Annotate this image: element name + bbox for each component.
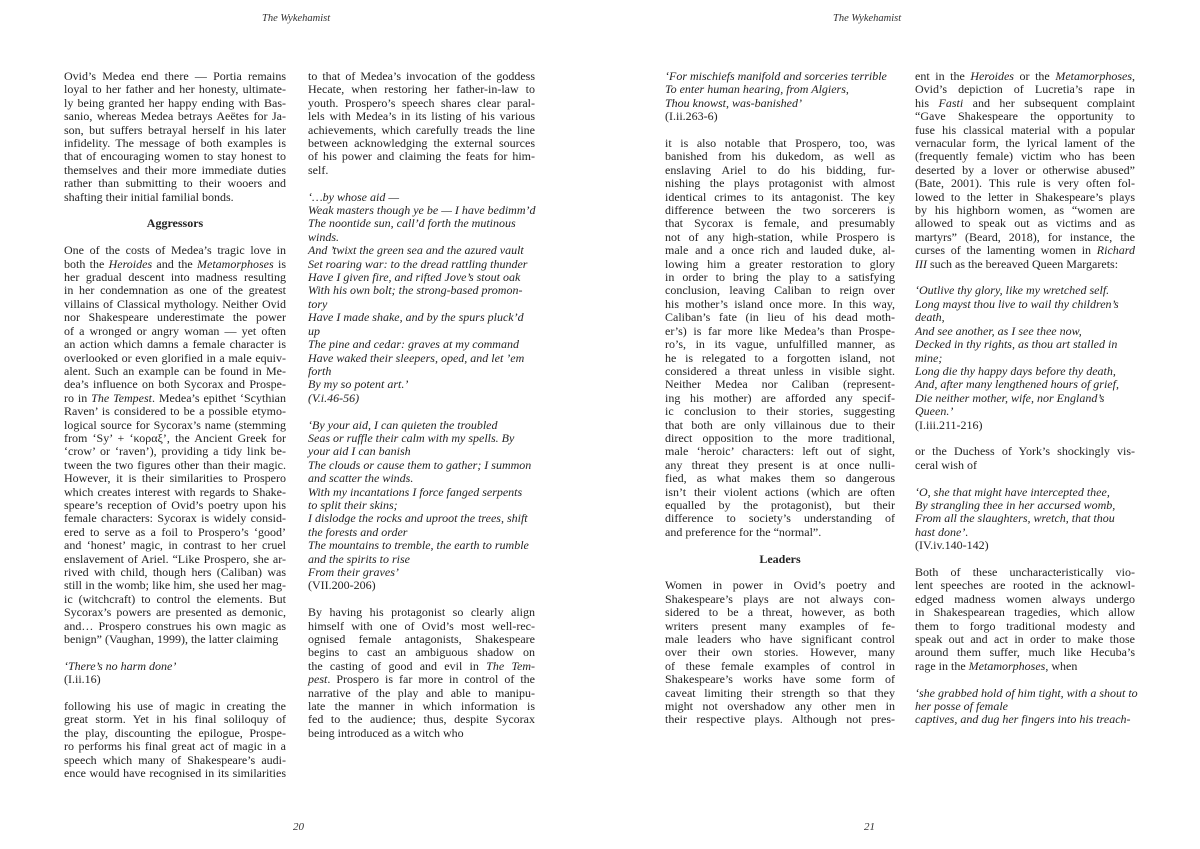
text-line: Thou knowst, was-banished’ <box>665 95 803 110</box>
text-line: between acknowledging the external sources <box>308 136 535 151</box>
text-line: allowed to speak out as victims and as <box>915 216 1135 231</box>
text-line: direct opposition to the more traditional, <box>665 430 895 445</box>
text-line: son, but suffers betrayal herself in his later <box>64 122 286 137</box>
text-line: Ovid’s depiction of Lucretia’s rape in <box>915 82 1135 97</box>
text-line: Have I given fire, and rifted Jove’s stout oak <box>308 270 521 285</box>
quote-citation: (V.i.46-56) <box>308 390 360 405</box>
text-line: Seas or ruffle their calm with my spells. By <box>308 430 515 445</box>
text-line: ic conclusion to their stories, suggesting <box>665 404 895 419</box>
text-line: ‘By your aid, I can quieten the troubled <box>308 417 498 432</box>
text-line: writers present many examples of fe- <box>665 618 895 633</box>
text-line: both the Heroides and the Metamorphoses is <box>64 256 286 271</box>
block-quote <box>308 419 535 593</box>
text-line: isn’t their violent actions (which are often <box>665 484 895 499</box>
text-line: themselves and their more immediate duties <box>64 162 286 177</box>
text-line: Long mayst thou live to wail thy children’s <box>915 296 1119 311</box>
paragraph <box>915 70 1135 271</box>
block-quote <box>308 191 535 406</box>
running-head: The Wykehamist <box>262 13 331 24</box>
text-line: Caliban’s fate (in lieu of his dead moth- <box>665 310 895 325</box>
text-line: ic (witchcraft) to control the elements. But <box>64 591 286 606</box>
text-line: nishing the plays protagonist with almost <box>665 176 895 191</box>
paragraph <box>665 137 895 539</box>
column <box>915 69 1138 740</box>
text-line: To enter human hearing, from Algiers, <box>665 82 849 97</box>
text-line: in Shakespearean tragedies, which allow <box>915 605 1135 620</box>
text-line: narrative of the play and able to manipu- <box>308 685 535 700</box>
text-line: by his highborn women, as “women are <box>915 203 1135 218</box>
text-line: up <box>308 323 320 338</box>
text-line: the forests and order <box>308 524 408 539</box>
text-line: male and a once rich and lauded duke, al- <box>665 243 895 258</box>
text-line: By my so potent art.’ <box>308 377 409 392</box>
paragraph <box>308 606 535 740</box>
text-line: dea’s influence on both Sycorax and Prospe- <box>64 377 286 392</box>
text-line: From their graves’ <box>308 565 399 579</box>
paragraph <box>915 445 1135 472</box>
text-line: Aggressors <box>146 216 204 231</box>
quote-citation: (I.ii.263-6) <box>665 109 718 124</box>
text-line: in order to bring the play to a satisfying <box>665 270 895 285</box>
paragraph <box>915 566 1135 673</box>
section-heading <box>64 217 286 230</box>
text-line: rather than submitting to their wooers and <box>64 176 286 191</box>
text-line: ing his mother) are afforded any specif- <box>665 390 895 405</box>
block-quote <box>665 70 895 124</box>
text-line: er’s) is far more like Medea’s than Prospe- <box>665 323 895 338</box>
text-line: achievements, which carefully treads the line <box>308 122 535 137</box>
text-line: vernacular form, the lyrical lament of the <box>915 136 1135 151</box>
text-line: Have waked their sleepers, oped, and let ’em <box>308 350 525 365</box>
text-line: sanio, whereas Medea betrays Aeëtes for Ja- <box>64 109 286 124</box>
text-line: (frequently female) victim who has been <box>915 149 1135 164</box>
paragraph <box>64 244 286 646</box>
text-line: Sycorax’s powers are presented as demonic, <box>64 605 286 620</box>
text-line: conclusion, leaving Caliban to reign over <box>665 283 895 298</box>
text-line: ro in The Tempest. Medea’s epithet ‘Scythian <box>64 390 286 405</box>
text-line: rage in the Metamorphoses, when <box>915 658 1078 673</box>
text-line: of his power and claiming the feats for him- <box>308 149 535 164</box>
text-line: equalled by the protagonist), but their <box>665 497 895 512</box>
text-line: enslavement of Ariel. “Like Prospero, she ar- <box>64 551 286 566</box>
block-quote <box>915 685 1138 727</box>
text-line: Set roaring war: to the dread rattling thunder <box>308 256 528 271</box>
text-line: And see another, as I see thee now, <box>915 323 1082 338</box>
text-line: ‘…by whose aid — <box>308 189 399 204</box>
text-line: infidelity. The message of both examples is <box>64 136 286 151</box>
section-heading <box>665 553 895 566</box>
text-line: late the manner in which information is <box>308 699 535 714</box>
text-line: following his use of magic in creating the <box>64 699 286 714</box>
text-line: difference to society’s understanding of <box>665 511 895 526</box>
text-line: Queen.’ <box>915 404 954 419</box>
column <box>308 70 535 754</box>
text-line: ognised female antagonists, Shakespeare <box>308 632 535 647</box>
text-line: deserted by a lover or otherwise abused” <box>915 162 1135 177</box>
text-line: and preference for the “normal”. <box>665 524 822 539</box>
text-line: Shakespeare’s works have some form of <box>665 672 895 687</box>
text-line: around them suffer, much like Hecuba’s <box>915 645 1135 660</box>
text-line: benign” (Vaughan, 1999), the latter claiming <box>64 632 279 647</box>
text-line: I dislodge the rocks and uproot the trees, shift <box>308 511 528 526</box>
text-line: With my incantations I force fanged serpents <box>308 484 523 499</box>
quote-citation: (I.ii.16) <box>64 672 101 687</box>
text-line: to split their skins; <box>308 497 398 512</box>
text-line: By strangling thee in her accursed womb, <box>915 497 1116 512</box>
text-line: ent in the Heroides or the Metamorphoses, <box>915 69 1135 83</box>
text-line: that both are only villainous due to their <box>665 417 895 432</box>
text-line: Die neither mother, wife, nor England’s <box>915 390 1105 405</box>
text-line: still in the womb; like him, she used her mag- <box>64 578 286 593</box>
text-line: begins to cast an ambiguous shadow on <box>308 645 535 660</box>
paragraph <box>308 70 535 177</box>
text-line: an action which damns a female character is <box>64 337 286 352</box>
text-line: However, it is their similarities to Prospero <box>64 471 286 486</box>
text-line: he is relegated to a forgotten island, not <box>665 350 895 365</box>
page-number: 21 <box>864 821 875 833</box>
text-line: forth <box>308 363 332 378</box>
text-line: which creates interest with regards to Shake- <box>64 484 286 499</box>
text-line: And ’twixt the green sea and the azured vault <box>308 243 524 258</box>
text-line: the casting of good and evil in The Tem- <box>308 658 535 673</box>
text-line: Raven’ is considered to be a possible etymo- <box>64 404 286 419</box>
text-line: male ‘heroic’ characters: left out of sight, <box>665 444 895 459</box>
text-line: and the spirits to rise <box>308 551 411 566</box>
text-line: Decked in thy rights, as thou art stalled in <box>915 337 1118 352</box>
text-line: The clouds or cause them to gather; I summon <box>308 457 532 472</box>
text-line: curses of the lamenting women in Richard <box>915 243 1135 258</box>
text-line: identical crimes to its antagonist. The key <box>665 189 895 204</box>
text-line: sidered to be a threat, however, as both <box>665 605 895 620</box>
text-line: “Gave Shakespeare the opportunity to <box>915 109 1135 124</box>
text-line: logical source for Sycorax’s name (stemming <box>64 417 286 432</box>
text-line: edged madness women always undergo <box>915 591 1135 606</box>
text-line: shafting their initial familial bonds. <box>64 189 234 204</box>
text-line: Neither Medea nor Caliban (represent- <box>665 377 895 392</box>
text-line: ered to serve as a foil to Prospero’s ‘good’ <box>64 524 286 539</box>
text-line: or the Duchess of York’s shockingly vis- <box>915 444 1135 459</box>
text-line: martyrs” (Beard, 2018), for instance, the <box>915 229 1135 244</box>
text-line: great storm. Yet in his final soliloquy of <box>64 712 286 727</box>
text-line: lels with Medea’s in its listing of his various <box>308 109 535 124</box>
text-line: captives, and dug her fingers into his treach- <box>915 712 1131 727</box>
column <box>665 70 895 740</box>
text-line: not of any high-station, while Prospero is <box>665 229 895 244</box>
text-line: overlooked or even glorified in a male equiv- <box>64 350 286 365</box>
text-line: ro performs his final great act of magic in a <box>64 739 286 754</box>
text-line: and ‘honest’ magic, in contrast to her cruel <box>64 538 286 553</box>
block-quote <box>915 284 1135 431</box>
running-head: The Wykehamist <box>833 13 902 24</box>
text-line: and… Prospero construes his own magic as <box>64 618 286 633</box>
text-line: himself with one of Ovid’s most well-rec- <box>308 618 535 633</box>
column <box>64 70 286 794</box>
text-line: enslaving Ariel to do his bidding, fur- <box>665 162 895 177</box>
text-line: ly being granted her happy ending with Bas- <box>64 95 286 110</box>
text-line: female characters: Sycorax is widely consid- <box>64 511 286 526</box>
paragraph <box>64 70 286 204</box>
text-line: fed to the audience; thus, despite Sycorax <box>308 712 535 727</box>
text-line: ‘O, she that might have intercepted thee, <box>915 484 1110 499</box>
text-line: lowed to the letter in Shakespeare’s plays <box>915 189 1135 204</box>
text-line: hast done’. <box>915 524 969 539</box>
text-line: of a wronged or angry woman — yet often <box>64 323 286 338</box>
text-line: The noontide sun, call’d forth the mutinous <box>308 216 516 231</box>
block-quote <box>915 486 1135 553</box>
text-line: nor Shakespeare underestimate the power <box>64 310 286 325</box>
text-line: Hecate, when restoring her father-in-law to <box>308 82 535 97</box>
text-line: villains of Classical mythology. Neither Ovid <box>64 296 286 311</box>
text-line: alent. Such an example can be found in Me- <box>64 363 286 378</box>
quote-citation: (IV.iv.140-142) <box>915 538 989 553</box>
paragraph <box>665 579 895 726</box>
text-line: them to forgo traditional modesty and <box>915 618 1135 633</box>
quote-citation: (VII.200-206) <box>308 578 376 593</box>
text-line: From all the slaughters, wretch, that thou <box>915 511 1115 526</box>
text-line: tween the two figures other than their magic. <box>64 457 286 472</box>
text-line: Leaders <box>759 551 801 566</box>
text-line: fuse his classical material with a popular <box>915 122 1135 137</box>
text-line: in her condemnation as one of the greatest <box>64 283 286 298</box>
text-line: considered a threat unless in visible sight. <box>665 363 895 378</box>
text-line: over their own stories. However, many <box>665 645 895 660</box>
text-line: pest. Prospero is far more in control of the <box>308 672 535 687</box>
text-line: speare’s reception of Ovid’s poetry upon his <box>64 497 286 512</box>
text-line: Weak masters though ye be — I have bedimm’d <box>308 203 536 218</box>
text-line: banished from his dukedom, as well as <box>665 149 895 164</box>
text-line: difference between the two sorcerers is <box>665 203 895 218</box>
text-line: lent speeches are rooted in the acknowl- <box>915 578 1135 593</box>
text-line: youth. Prospero’s speech shares clear paral- <box>308 95 535 110</box>
text-line: speak out and act in order to make those <box>915 632 1135 646</box>
text-line: his Fasti and her subsequent complaint <box>915 95 1135 110</box>
text-line: his mother’s island once more. In this way, <box>665 296 895 311</box>
text-line: The pine and cedar: graves at my command <box>308 337 519 352</box>
text-line: their respective plays. Although not pres- <box>665 712 895 727</box>
quote-citation: (I.iii.211-216) <box>915 417 983 432</box>
text-line: speech which many of Shakespeare’s audi- <box>64 752 286 767</box>
text-line: male leaders who have significant control <box>665 632 895 647</box>
text-line: and scatter the winds. <box>308 471 414 486</box>
text-line: might not overshadow any other men in <box>665 699 895 714</box>
text-line: it is also notable that Prospero, too, was <box>665 136 895 151</box>
text-line: Ovid’s Medea end there — Portia remains <box>64 69 286 83</box>
text-line: (Bate, 2001). This rule is very often fol- <box>915 176 1135 191</box>
text-line: With his own bolt; the strong-based promon- <box>308 283 523 298</box>
text-line: fied, as what makes them so dangerous <box>665 471 895 486</box>
text-line: ceral wish of <box>915 457 977 472</box>
page-number: 20 <box>293 821 304 833</box>
text-line: ence would have recognised in its similarities <box>64 766 286 781</box>
text-line: that Sycorax is female, and presumably <box>665 216 895 231</box>
text-line: Have I made shake, and by the spurs pluck’d <box>308 310 524 325</box>
text-line: III such as the bereaved Queen Margarets: <box>915 256 1119 271</box>
text-line: your aid I can banish <box>308 444 411 459</box>
text-line: that of encouraging women to stay honest to <box>64 149 286 164</box>
text-line: winds. <box>308 229 340 244</box>
text-line: ‘she grabbed hold of him tight, with a shout to <box>915 685 1138 700</box>
text-line: One of the costs of Medea’s tragic love in <box>64 243 286 258</box>
text-line: any threat they present is at once nulli- <box>665 457 895 472</box>
text-line: her posse of female <box>915 699 1008 714</box>
text-line: lowing him a greater restoration to glory <box>665 256 895 271</box>
text-line: self. <box>308 162 329 177</box>
text-line: Women in power in Ovid’s poetry and <box>665 578 895 593</box>
text-line: the play, discounting the epilogue, Prospe- <box>64 725 286 740</box>
text-line: The mountains to tremble, the earth to rumble <box>308 538 529 553</box>
text-line: to that of Medea’s invocation of the goddess <box>308 69 535 83</box>
text-line: from ‘Sy’ + ‘κοραξ’, the Ancient Greek for <box>64 430 286 445</box>
text-line: ‘Outlive thy glory, like my wretched self. <box>915 283 1110 298</box>
block-quote <box>64 660 286 687</box>
text-line: tory <box>308 296 328 311</box>
text-line: loyal to her father and her honesty, ultimate- <box>64 82 286 97</box>
text-line: By having his protagonist so clearly align <box>308 605 535 620</box>
text-line: caveat limiting their strength so that they <box>665 685 895 700</box>
text-line: ‘There’s no harm done’ <box>64 658 177 673</box>
text-line: Long die thy happy days before thy death, <box>915 363 1116 378</box>
text-line: ‘crow’ or ‘raven’), providing a tidy link be- <box>64 444 286 459</box>
paragraph <box>64 700 286 780</box>
text-line: Shakespeare’s plays are not always con- <box>665 591 895 606</box>
text-line: of these female examples of control in <box>665 658 895 673</box>
text-line: her gradual descent into madness resulting <box>64 270 286 285</box>
text-line: And, after many lengthened hours of grief, <box>915 377 1119 392</box>
text-line: rived with child, though hers (Caliban) was <box>64 565 286 579</box>
text-line: death, <box>915 310 945 325</box>
text-line: ro’s, in its vague, unfulfilled manner, as <box>665 337 895 352</box>
text-line: mine; <box>915 350 943 365</box>
text-line: ‘For mischiefs manifold and sorceries terrible <box>665 69 887 83</box>
text-line: being introduced as a witch who <box>308 725 464 740</box>
text-line: Both of these uncharacteristically vio- <box>915 564 1135 579</box>
